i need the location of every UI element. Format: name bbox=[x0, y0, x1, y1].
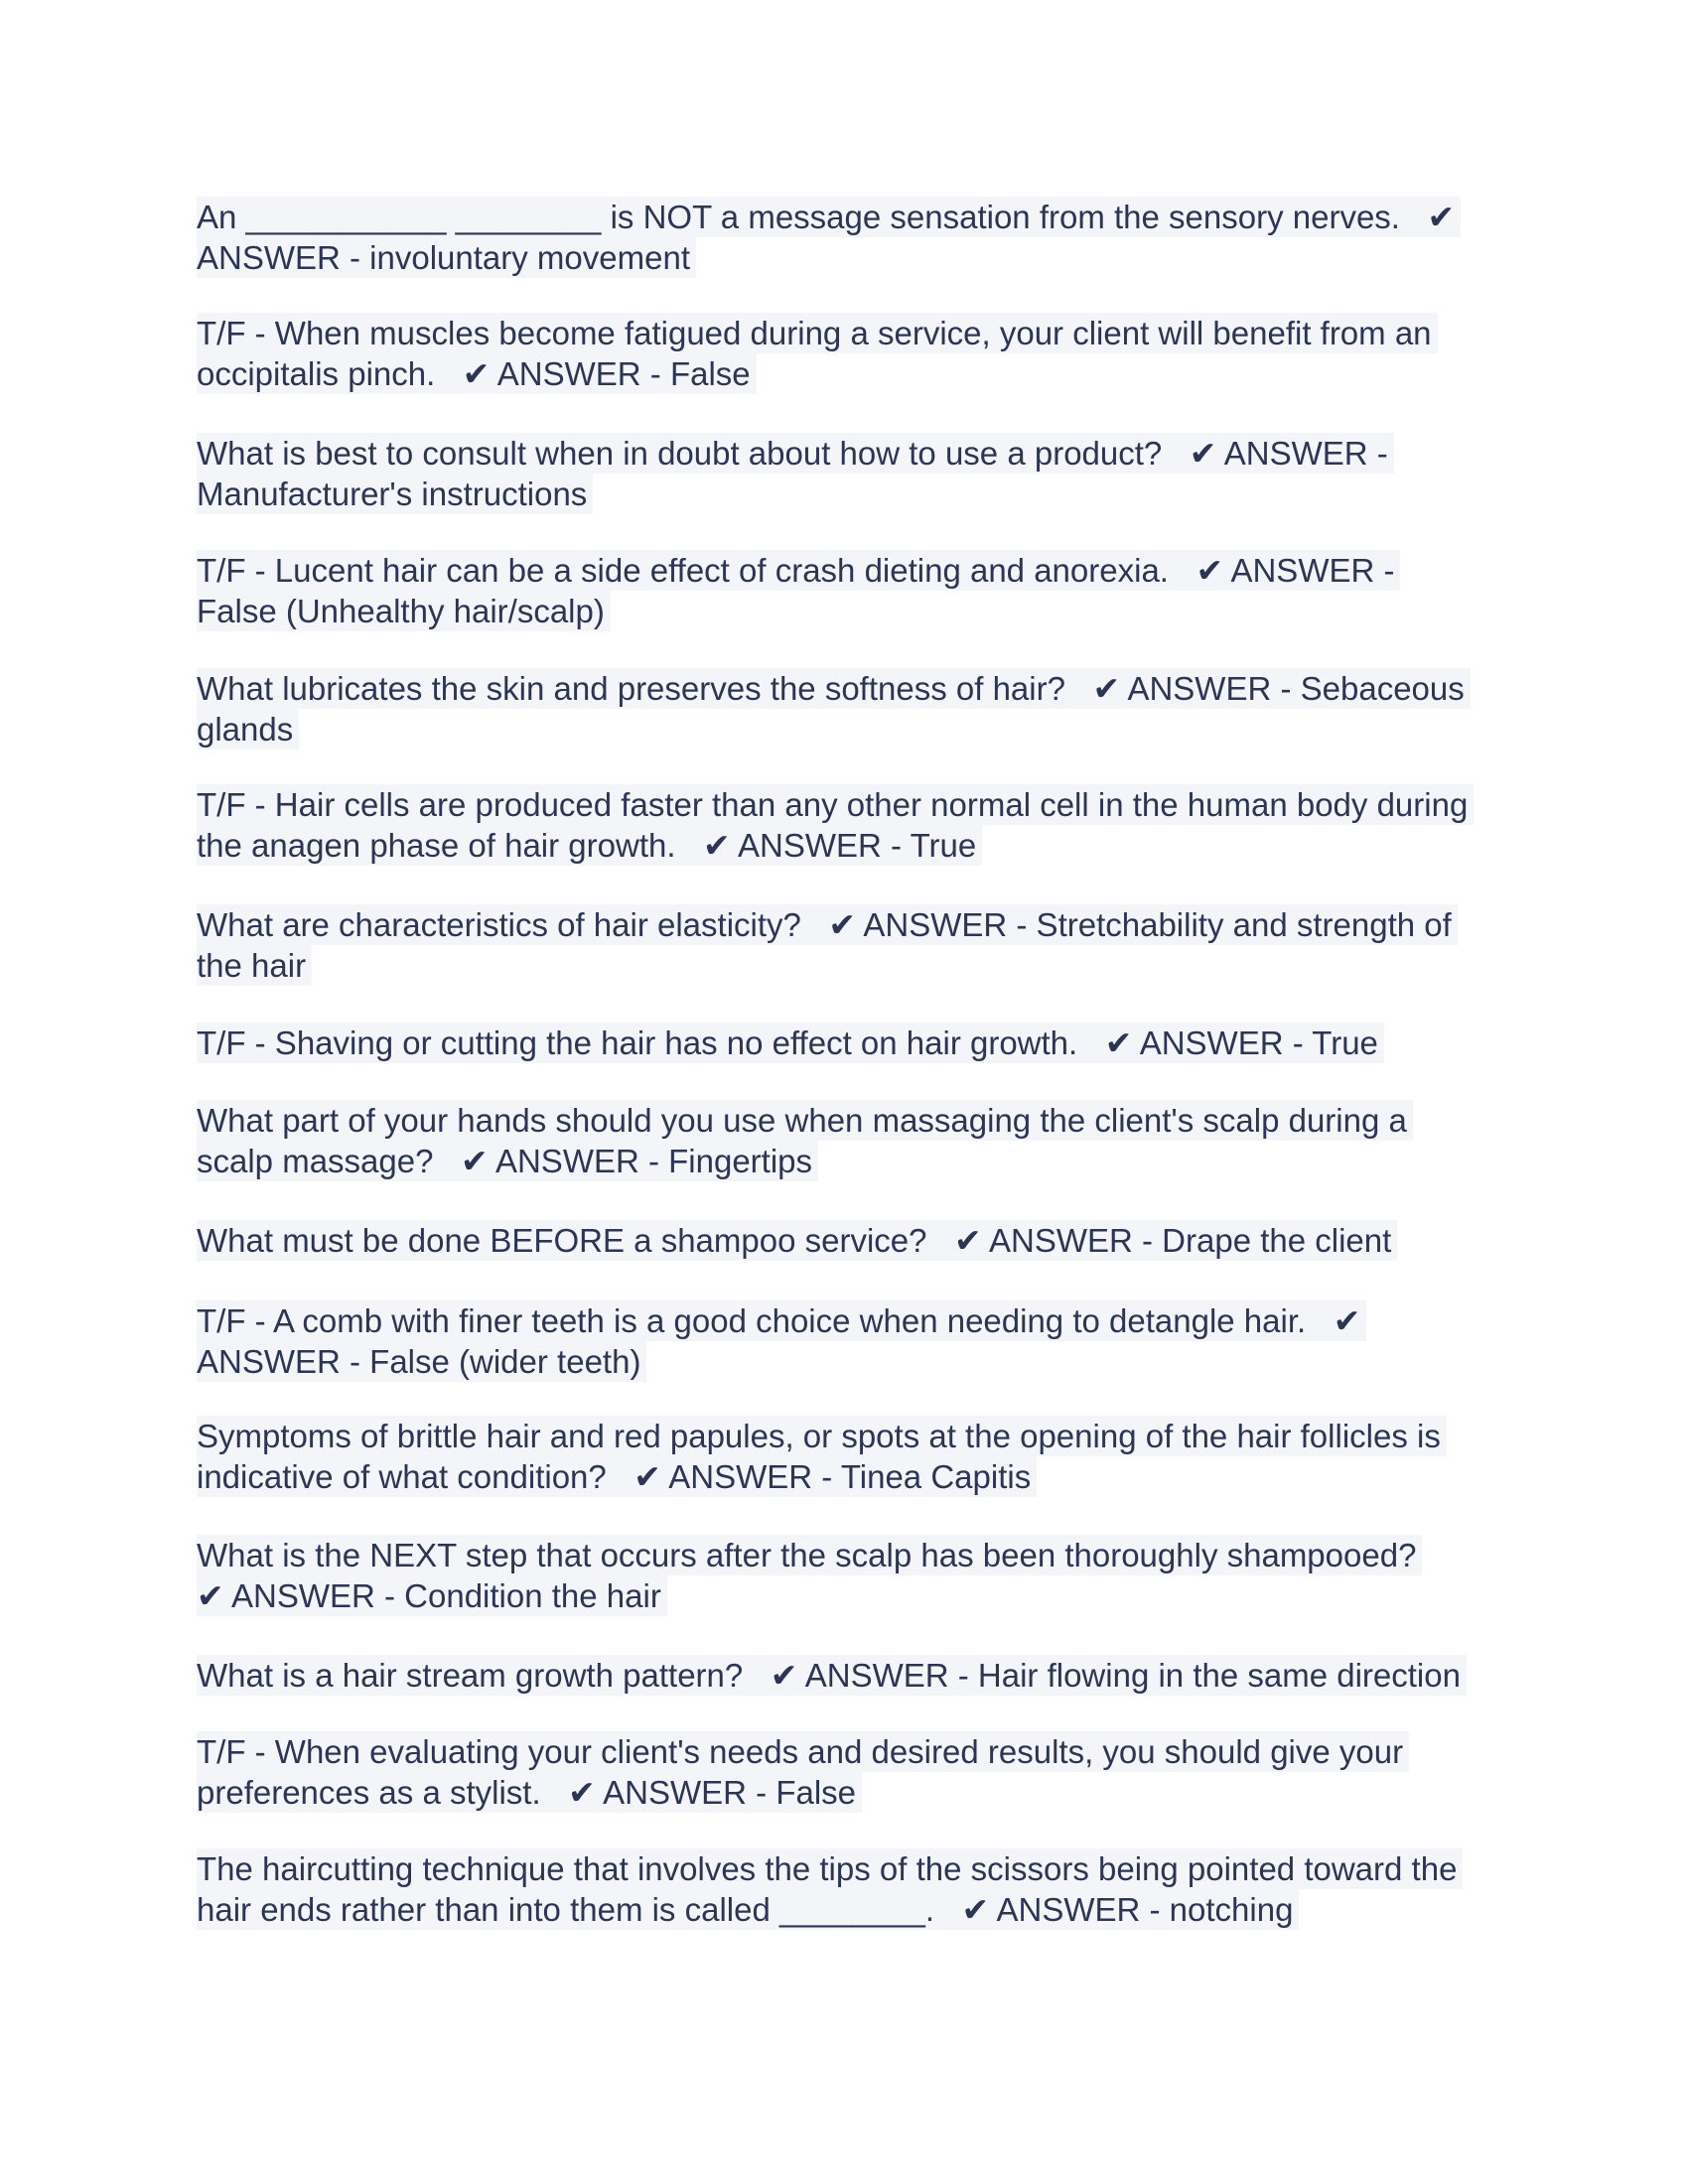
qa-line-text: T/F - Shaving or cutting the hair has no effect on hair growth. ✔ ANSWER - True bbox=[197, 1023, 1384, 1063]
qa-line bbox=[197, 433, 1394, 474]
qa-line-text: glands bbox=[197, 709, 299, 750]
qa-item bbox=[197, 550, 1400, 631]
qa-line bbox=[197, 1848, 1463, 1889]
qa-item bbox=[197, 668, 1471, 750]
qa-item bbox=[197, 197, 1461, 278]
qa-line-text: occipitalis pinch. ✔ ANSWER - False bbox=[197, 353, 757, 394]
qa-item bbox=[197, 1300, 1366, 1382]
qa-line-text: preferences as a stylist. ✔ ANSWER - False bbox=[197, 1772, 862, 1813]
qa-item bbox=[197, 1220, 1397, 1261]
qa-line bbox=[197, 1023, 1384, 1063]
qa-line-text: The haircutting technique that involves the tips of the scissors being pointed toward the bbox=[197, 1848, 1463, 1889]
qa-line-text: the anagen phase of hair growth. ✔ ANSWER - True bbox=[197, 825, 982, 866]
qa-line-text: What are characteristics of hair elasticity? ✔ ANSWER - Stretchability and strength of bbox=[197, 904, 1458, 945]
qa-item bbox=[197, 1731, 1409, 1813]
qa-line bbox=[197, 668, 1471, 709]
qa-line bbox=[197, 1416, 1447, 1456]
qa-line bbox=[197, 1341, 1366, 1382]
qa-line-text: ANSWER - involuntary movement bbox=[197, 237, 696, 278]
qa-line-text: T/F - Hair cells are produced faster than any other normal cell in the human body during bbox=[197, 784, 1474, 825]
qa-line-text: What is the NEXT step that occurs after the scalp has been thoroughly shampooed? bbox=[197, 1535, 1422, 1575]
qa-item bbox=[197, 784, 1474, 866]
qa-line-text: T/F - A comb with finer teeth is a good choice when needing to detangle hair. ✔ bbox=[197, 1300, 1366, 1341]
qa-item bbox=[197, 433, 1394, 514]
qa-line bbox=[197, 784, 1474, 825]
qa-line bbox=[197, 1772, 1409, 1813]
qa-line bbox=[197, 825, 1474, 866]
qa-line bbox=[197, 197, 1461, 237]
qa-item bbox=[197, 1023, 1384, 1063]
qa-line-text: An ___________ ________ is NOT a message sensation from the sensory nerves. ✔ bbox=[197, 197, 1461, 237]
qa-line-text: What is a hair stream growth pattern? ✔ ANSWER - Hair flowing in the same direction bbox=[197, 1655, 1467, 1696]
qa-item bbox=[197, 1848, 1463, 1930]
qa-line-text: What must be done BEFORE a shampoo service? ✔ ANSWER - Drape the client bbox=[197, 1220, 1397, 1261]
qa-line-text: scalp massage? ✔ ANSWER - Fingertips bbox=[197, 1141, 818, 1181]
qa-line bbox=[197, 1220, 1397, 1261]
qa-line bbox=[197, 1456, 1447, 1497]
qa-line-text: Manufacturer's instructions bbox=[197, 474, 593, 514]
qa-line-text: ✔ ANSWER - Condition the hair bbox=[197, 1575, 667, 1616]
qa-line bbox=[197, 945, 1458, 986]
qa-line bbox=[197, 1141, 1413, 1181]
qa-line bbox=[197, 1731, 1409, 1772]
qa-line bbox=[197, 353, 1438, 394]
qa-line-text: Symptoms of brittle hair and red papules, or spots at the opening of the hair follicles is bbox=[197, 1416, 1447, 1456]
qa-line bbox=[197, 1575, 1422, 1616]
qa-line-text: ANSWER - False (wider teeth) bbox=[197, 1341, 646, 1382]
qa-line bbox=[197, 237, 1461, 278]
qa-line bbox=[197, 591, 1400, 631]
qa-line-text: What part of your hands should you use when massaging the client's scalp during a bbox=[197, 1100, 1413, 1141]
qa-line-text: What lubricates the skin and preserves the softness of hair? ✔ ANSWER - Sebaceous bbox=[197, 668, 1471, 709]
qa-line-text: T/F - When evaluating your client's needs and desired results, you should give your bbox=[197, 1731, 1409, 1772]
qa-line-text: T/F - When muscles become fatigued during a service, your client will benefit from an bbox=[197, 313, 1438, 353]
qa-item bbox=[197, 1416, 1447, 1497]
qa-line bbox=[197, 313, 1438, 353]
qa-item bbox=[197, 904, 1458, 986]
qa-line bbox=[197, 1535, 1422, 1575]
qa-item bbox=[197, 313, 1438, 394]
qa-line-text: hair ends rather than into them is called ________. ✔ ANSWER - notching bbox=[197, 1889, 1299, 1930]
qa-line bbox=[197, 1300, 1366, 1341]
qa-item bbox=[197, 1100, 1413, 1181]
qa-line bbox=[197, 1655, 1467, 1696]
qa-item bbox=[197, 1535, 1422, 1616]
qa-line-text: What is best to consult when in doubt about how to use a product? ✔ ANSWER - bbox=[197, 433, 1394, 474]
qa-line bbox=[197, 904, 1458, 945]
qa-line bbox=[197, 1100, 1413, 1141]
qa-line-text: False (Unhealthy hair/scalp) bbox=[197, 591, 611, 631]
qa-line bbox=[197, 1889, 1463, 1930]
qa-line bbox=[197, 550, 1400, 591]
qa-item bbox=[197, 1655, 1467, 1696]
qa-line bbox=[197, 709, 1471, 750]
qa-line-text: indicative of what condition? ✔ ANSWER - Tinea Capitis bbox=[197, 1456, 1037, 1497]
qa-line-text: the hair bbox=[197, 945, 312, 986]
qa-line-text: T/F - Lucent hair can be a side effect of crash dieting and anorexia. ✔ ANSWER - bbox=[197, 550, 1400, 591]
qa-line bbox=[197, 474, 1394, 514]
